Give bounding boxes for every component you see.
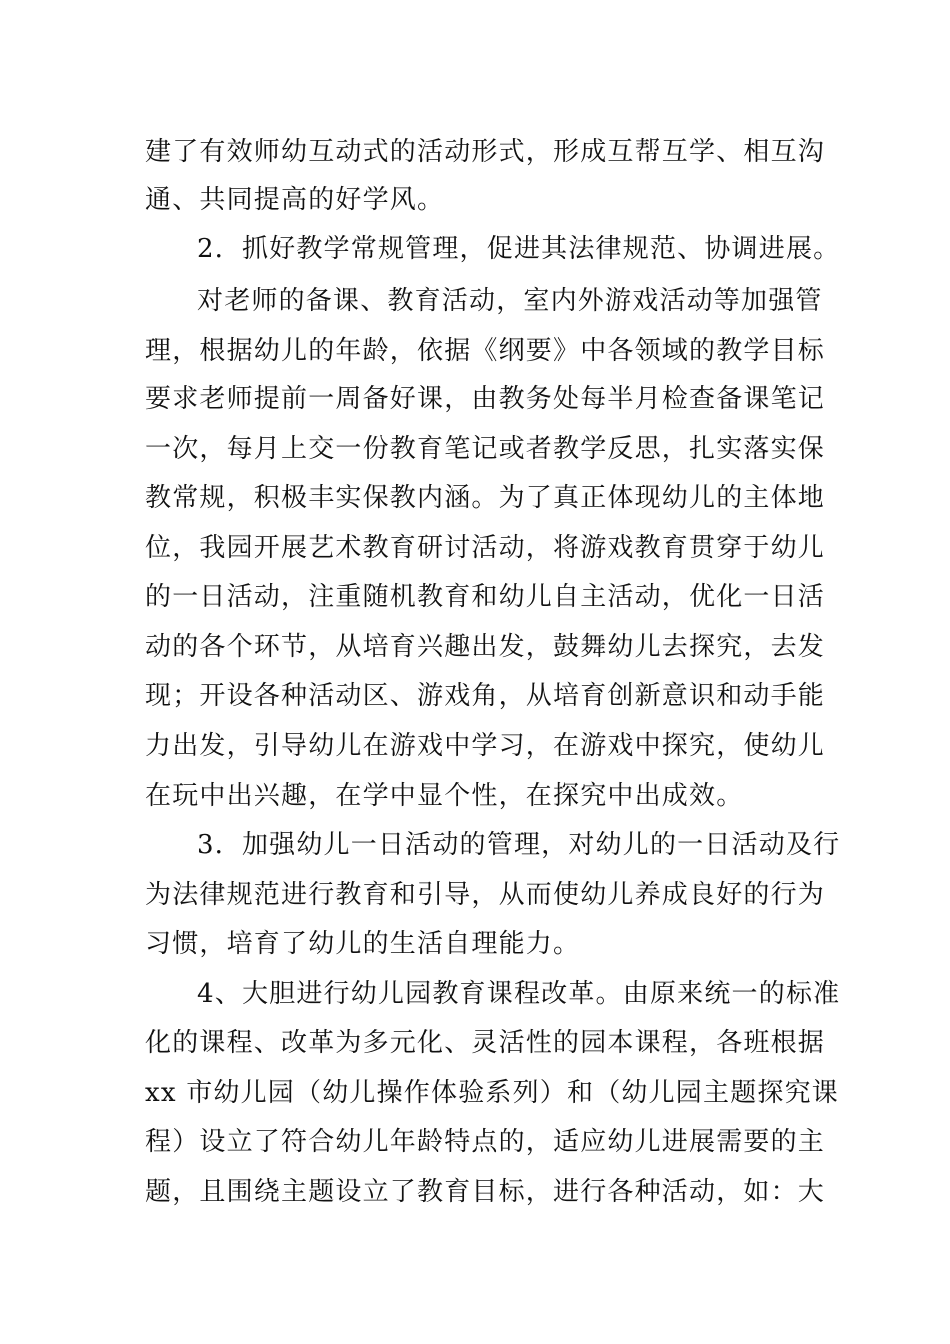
text-line: 在玩中出兴趣，在学中显个性，在探究中出成效。 — [145, 781, 744, 811]
text-line: 现；开设各种活动区、游戏角，从培育创新意识和动手能 — [145, 681, 826, 711]
text-line: 2．抓好教学常规管理，促进其法律规范、协调进展。 — [197, 234, 841, 264]
text-line: 建了有效师幼互动式的活动形式，形成互帮互学、相互沟 — [145, 137, 826, 167]
text-line: 为法律规范进行教育和引导，从而使幼儿养成良好的行为 — [145, 880, 826, 910]
text-line: 的一日活动，注重随机教育和幼儿自主活动，优化一日活 — [145, 582, 826, 612]
text-line: xx 市幼儿园（幼儿操作体验系列）和（幼儿园主题探究课 — [145, 1078, 839, 1108]
text-line: 位，我园开展艺术教育研讨活动，将游戏教育贯穿于幼儿 — [145, 533, 826, 563]
text-line: 程）设立了符合幼儿年龄特点的，适应幼儿进展需要的主 — [145, 1127, 826, 1157]
text-line: 力出发，引导幼儿在游戏中学习，在游戏中探究，使幼儿 — [145, 731, 826, 761]
text-line: 一次，每月上交一份教育笔记或者教学反思，扎实落实保 — [145, 434, 826, 464]
text-line: 习惯，培育了幼儿的生活自理能力。 — [145, 929, 581, 959]
text-line: 通、共同提高的好学风。 — [145, 185, 445, 215]
text-line: 教常规，积极丰实保教内涵。为了真正体现幼儿的主体地 — [145, 483, 826, 513]
text-line: 对老师的备课、教育活动，室内外游戏活动等加强管 — [197, 286, 823, 316]
text-line: 化的课程、改革为多元化、灵活性的园本课程，各班根据 — [145, 1028, 826, 1058]
text-line: 4、大胆进行幼儿园教育课程改革。由原来统一的标准 — [197, 979, 841, 1009]
text-line: 题，且围绕主题设立了教育目标，进行各种活动，如：大 — [145, 1177, 826, 1207]
text-line: 动的各个环节，从培育兴趣出发，鼓舞幼儿去探究，去发 — [145, 632, 826, 662]
text-line: 3．加强幼儿一日活动的管理，对幼儿的一日活动及行 — [197, 830, 841, 860]
text-line: 理，根据幼儿的年龄，依据《纲要》中各领域的教学目标 — [145, 336, 826, 366]
text-line: 要求老师提前一周备好课，由教务处每半月检查备课笔记 — [145, 384, 826, 414]
